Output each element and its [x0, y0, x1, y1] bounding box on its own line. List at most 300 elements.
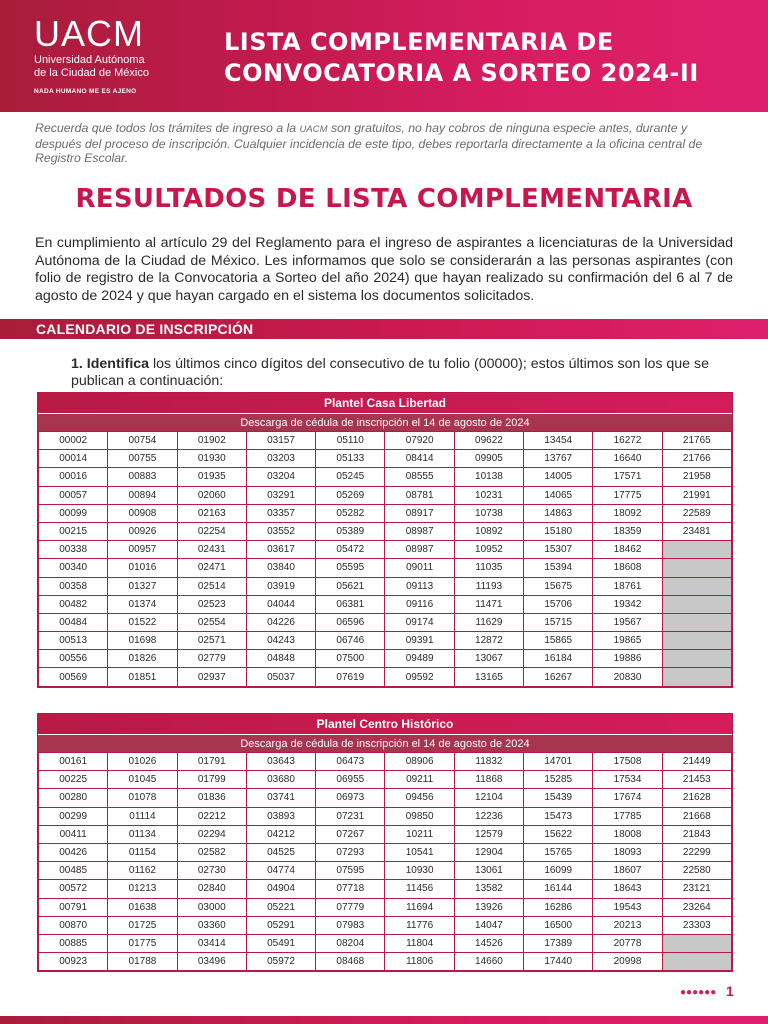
folio-cell: 11694	[385, 898, 454, 916]
folio-cell: 00513	[39, 632, 108, 650]
table-row	[39, 916, 732, 934]
section-heading-calendar: CALENDARIO DE INSCRIPCIÓN	[0, 319, 768, 339]
folio-cell: 01327	[108, 577, 177, 595]
folio-cell: 06596	[316, 613, 385, 631]
folio-cell: 00016	[39, 468, 108, 486]
folio-cell: 06473	[316, 753, 385, 771]
empty-cell	[662, 595, 731, 613]
step-text: los últimos cinco dígitos del consecutivo de tu folio (00000); estos últimos son los que se publican a continuación:	[71, 356, 709, 389]
document-title-line-2: CONVOCATORIA A SORTEO 2024-II	[224, 59, 699, 87]
folio-cell: 01930	[177, 450, 246, 468]
results-title: RESULTADOS DE LISTA COMPLEMENTARIA	[75, 184, 693, 214]
folio-cell: 09905	[454, 450, 523, 468]
folio-cell: 21991	[662, 486, 731, 504]
folio-cell: 16272	[593, 432, 662, 450]
folio-cell: 18607	[593, 862, 662, 880]
folio-cell: 00883	[108, 468, 177, 486]
folio-cell: 08414	[385, 450, 454, 468]
folio-cell: 12904	[454, 843, 523, 861]
folio-cell: 21766	[662, 450, 731, 468]
empty-cell	[662, 577, 731, 595]
folio-cell: 05037	[246, 668, 315, 686]
folio-cell: 04212	[246, 825, 315, 843]
folio-cell: 00057	[39, 486, 108, 504]
folio-cell: 08987	[385, 541, 454, 559]
free-procedures-notice	[35, 121, 733, 165]
folio-cell: 00280	[39, 789, 108, 807]
table-row	[39, 825, 732, 843]
folio-cell: 05291	[246, 916, 315, 934]
folio-cell: 13165	[454, 668, 523, 686]
folio-cell: 18761	[593, 577, 662, 595]
folio-cell: 01154	[108, 843, 177, 861]
folio-cell: 15675	[524, 577, 593, 595]
folio-cell: 18092	[593, 504, 662, 522]
folio-cell: 02523	[177, 595, 246, 613]
empty-cell	[662, 668, 731, 686]
table-row	[39, 577, 732, 595]
folio-cell: 00299	[39, 807, 108, 825]
folio-cell: 23264	[662, 898, 731, 916]
folio-cell: 00411	[39, 825, 108, 843]
folio-cell: 05221	[246, 898, 315, 916]
folio-cell: 14047	[454, 916, 523, 934]
folio-cell: 16267	[524, 668, 593, 686]
folio-table	[38, 431, 732, 687]
folio-cell: 00894	[108, 486, 177, 504]
folio-cell: 01935	[177, 468, 246, 486]
empty-cell	[662, 650, 731, 668]
folio-cell: 01851	[108, 668, 177, 686]
folio-cell: 18608	[593, 559, 662, 577]
folio-cell: 03203	[246, 450, 315, 468]
folio-cell: 18093	[593, 843, 662, 861]
folio-cell: 01826	[108, 650, 177, 668]
folio-cell: 07983	[316, 916, 385, 934]
empty-cell	[662, 613, 731, 631]
plantel-name: Plantel Centro Histórico	[38, 714, 732, 734]
folio-cell: 03157	[246, 432, 315, 450]
folio-cell: 03741	[246, 789, 315, 807]
folio-cell: 05389	[316, 522, 385, 540]
folio-cell: 13926	[454, 898, 523, 916]
folio-cell: 09011	[385, 559, 454, 577]
notice-text-2: son gratuitos, no hay cobros de ninguna especie antes, durante y después del proceso de inscripción. Cualquier incidencia de este tipo, debes reportarla directamente a la oficina central de Registro Escolar.	[35, 121, 703, 165]
folio-cell: 09391	[385, 632, 454, 650]
folio-cell: 01698	[108, 632, 177, 650]
folio-cell: 01902	[177, 432, 246, 450]
folio-cell: 02937	[177, 668, 246, 686]
folio-cell: 00099	[39, 504, 108, 522]
folio-cell: 00754	[108, 432, 177, 450]
folio-cell: 05472	[316, 541, 385, 559]
folio-cell: 01213	[108, 880, 177, 898]
folio-cell: 14660	[454, 953, 523, 971]
folio-cell: 09174	[385, 613, 454, 631]
footer-bar	[0, 1016, 768, 1024]
folio-cell: 05245	[316, 468, 385, 486]
logo-motto: NADA HUMANO ME ES AJENO	[34, 88, 137, 95]
table-row	[39, 880, 732, 898]
folio-cell: 00569	[39, 668, 108, 686]
folio-cell: 20213	[593, 916, 662, 934]
folio-cell: 17785	[593, 807, 662, 825]
folio-cell: 07231	[316, 807, 385, 825]
folio-cell: 01836	[177, 789, 246, 807]
folio-cell: 08204	[316, 934, 385, 952]
folio-cell: 12104	[454, 789, 523, 807]
folio-cell: 02471	[177, 559, 246, 577]
folio-cell: 21668	[662, 807, 731, 825]
folio-cell: 10738	[454, 504, 523, 522]
folio-cell: 11868	[454, 771, 523, 789]
table-row	[39, 486, 732, 504]
folio-cell: 00923	[39, 953, 108, 971]
folio-cell: 01078	[108, 789, 177, 807]
folio-table	[38, 752, 732, 971]
folio-cell: 03000	[177, 898, 246, 916]
folio-cell: 05110	[316, 432, 385, 450]
folio-cell: 01775	[108, 934, 177, 952]
table-row	[39, 541, 732, 559]
table-row	[39, 559, 732, 577]
folio-cell: 17674	[593, 789, 662, 807]
document-title-line-1: LISTA COMPLEMENTARIA DE	[224, 28, 614, 56]
folio-cell: 10952	[454, 541, 523, 559]
folio-cell: 01134	[108, 825, 177, 843]
folio-cell: 07293	[316, 843, 385, 861]
folio-cell: 18643	[593, 880, 662, 898]
document-title	[224, 27, 699, 89]
folio-cell: 02163	[177, 504, 246, 522]
folio-cell: 20778	[593, 934, 662, 952]
table-row	[39, 789, 732, 807]
folio-cell: 01791	[177, 753, 246, 771]
folio-cell: 11629	[454, 613, 523, 631]
intro-paragraph: En cumplimiento al artículo 29 del Reglamento para el ingreso de aspirantes a licenciaturas de la Universidad Autónoma de la Ciudad de México. Les informamos que solo se considerarán a las personas aspirantes (con folio de registro de la Convocatoria a Sorteo del año 2024) que hayan realizado su confirmación del 6 al 7 de agosto de 2024 y que hayan cargado en el sistema los documentos solicitados.	[35, 235, 733, 304]
folio-cell: 04848	[246, 650, 315, 668]
folio-cell: 12872	[454, 632, 523, 650]
folio-cell: 05269	[316, 486, 385, 504]
folio-cell: 00014	[39, 450, 108, 468]
folio-cell: 18359	[593, 522, 662, 540]
folio-cell: 23121	[662, 880, 731, 898]
folio-cell: 04044	[246, 595, 315, 613]
page-dots: ●●●●●●	[680, 987, 717, 998]
folio-cell: 19865	[593, 632, 662, 650]
folio-cell: 15285	[524, 771, 593, 789]
folio-cell: 09116	[385, 595, 454, 613]
folio-cell: 00926	[108, 522, 177, 540]
table-row	[39, 432, 732, 450]
folio-cell: 09456	[385, 789, 454, 807]
folio-cell: 03414	[177, 934, 246, 952]
table-row	[39, 650, 732, 668]
folio-cell: 15865	[524, 632, 593, 650]
folio-cell: 12236	[454, 807, 523, 825]
folio-cell: 02212	[177, 807, 246, 825]
folio-cell: 01026	[108, 753, 177, 771]
folio-cell: 00225	[39, 771, 108, 789]
folio-cell: 00957	[108, 541, 177, 559]
folio-cell: 04243	[246, 632, 315, 650]
folio-cell: 16184	[524, 650, 593, 668]
folio-cell: 02840	[177, 880, 246, 898]
folio-cell: 01114	[108, 807, 177, 825]
folio-cell: 00755	[108, 450, 177, 468]
folio-cell: 11804	[385, 934, 454, 952]
folio-cell: 07267	[316, 825, 385, 843]
folio-cell: 13454	[524, 432, 593, 450]
folio-cell: 18008	[593, 825, 662, 843]
table-row	[39, 862, 732, 880]
folio-cell: 14065	[524, 486, 593, 504]
table-row	[39, 807, 732, 825]
plantel-download-date: Descarga de cédula de inscripción el 14 de agosto de 2024	[38, 734, 732, 752]
folio-cell: 02060	[177, 486, 246, 504]
folio-cell: 11806	[385, 953, 454, 971]
folio-cell: 15180	[524, 522, 593, 540]
folio-cell: 21765	[662, 432, 731, 450]
plantel-download-date: Descarga de cédula de inscripción el 14 de agosto de 2024	[38, 413, 732, 431]
notice-text-1: Recuerda que todos los trámites de ingreso a la	[35, 121, 300, 135]
folio-cell: 07595	[316, 862, 385, 880]
folio-cell: 13582	[454, 880, 523, 898]
step-1	[71, 356, 733, 389]
folio-cell: 03893	[246, 807, 315, 825]
folio-cell: 15765	[524, 843, 593, 861]
folio-cell: 02431	[177, 541, 246, 559]
uacm-logo	[34, 13, 149, 95]
folio-cell: 01522	[108, 613, 177, 631]
folio-cell: 11471	[454, 595, 523, 613]
folio-cell: 15473	[524, 807, 593, 825]
folio-cell: 03360	[177, 916, 246, 934]
folio-cell: 07619	[316, 668, 385, 686]
folio-cell: 16144	[524, 880, 593, 898]
folio-cell: 21628	[662, 789, 731, 807]
folio-cell: 06381	[316, 595, 385, 613]
folio-cell: 22580	[662, 862, 731, 880]
folio-cell: 00870	[39, 916, 108, 934]
folio-cell: 03919	[246, 577, 315, 595]
folio-cell: 20998	[593, 953, 662, 971]
folio-cell: 17440	[524, 953, 593, 971]
logo-line-2: de la Ciudad de México	[34, 67, 149, 79]
folio-cell: 05491	[246, 934, 315, 952]
folio-cell: 00161	[39, 753, 108, 771]
folio-cell: 21958	[662, 468, 731, 486]
folio-cell: 17571	[593, 468, 662, 486]
folio-cell: 00908	[108, 504, 177, 522]
folio-cell: 22589	[662, 504, 731, 522]
folio-cell: 02582	[177, 843, 246, 861]
folio-cell: 01045	[108, 771, 177, 789]
folio-cell: 01788	[108, 953, 177, 971]
folio-cell: 16500	[524, 916, 593, 934]
folio-cell: 08555	[385, 468, 454, 486]
folio-cell: 09622	[454, 432, 523, 450]
header-banner	[0, 0, 768, 112]
folio-cell: 01374	[108, 595, 177, 613]
folio-cell: 07718	[316, 880, 385, 898]
folio-cell: 03840	[246, 559, 315, 577]
folio-cell: 04525	[246, 843, 315, 861]
folio-cell: 19567	[593, 613, 662, 631]
folio-cell: 00002	[39, 432, 108, 450]
folio-cell: 01016	[108, 559, 177, 577]
table-row	[39, 843, 732, 861]
folio-cell: 10930	[385, 862, 454, 880]
folio-cell: 03291	[246, 486, 315, 504]
folio-cell: 00484	[39, 613, 108, 631]
logo-wordmark: UACM	[34, 13, 144, 54]
folio-cell: 10892	[454, 522, 523, 540]
table-row	[39, 771, 732, 789]
folio-cell: 07779	[316, 898, 385, 916]
folio-cell: 10211	[385, 825, 454, 843]
folio-cell: 03496	[177, 953, 246, 971]
folio-cell: 18462	[593, 541, 662, 559]
plantel-casa-libertad-table	[37, 392, 733, 688]
table-row	[39, 450, 732, 468]
folio-cell: 14863	[524, 504, 593, 522]
folio-cell: 04904	[246, 880, 315, 898]
folio-cell: 01799	[177, 771, 246, 789]
table-row	[39, 934, 732, 952]
folio-cell: 13061	[454, 862, 523, 880]
empty-cell	[662, 934, 731, 952]
folio-cell: 22299	[662, 843, 731, 861]
folio-cell: 02730	[177, 862, 246, 880]
folio-cell: 17389	[524, 934, 593, 952]
folio-cell: 03617	[246, 541, 315, 559]
folio-cell: 15715	[524, 613, 593, 631]
folio-cell: 01162	[108, 862, 177, 880]
folio-cell: 15394	[524, 559, 593, 577]
folio-cell: 05595	[316, 559, 385, 577]
folio-cell: 11832	[454, 753, 523, 771]
table-row	[39, 753, 732, 771]
folio-cell: 09211	[385, 771, 454, 789]
folio-cell: 05282	[316, 504, 385, 522]
folio-cell: 11193	[454, 577, 523, 595]
folio-cell: 19886	[593, 650, 662, 668]
folio-cell: 19543	[593, 898, 662, 916]
folio-cell: 02571	[177, 632, 246, 650]
table-row	[39, 953, 732, 971]
folio-cell: 02554	[177, 613, 246, 631]
folio-cell: 00358	[39, 577, 108, 595]
folio-cell: 14701	[524, 753, 593, 771]
folio-cell: 00485	[39, 862, 108, 880]
folio-cell: 02294	[177, 825, 246, 843]
folio-cell: 23481	[662, 522, 731, 540]
table-row	[39, 668, 732, 686]
folio-cell: 06746	[316, 632, 385, 650]
folio-cell: 09113	[385, 577, 454, 595]
folio-cell: 16099	[524, 862, 593, 880]
folio-cell: 01638	[108, 898, 177, 916]
folio-cell: 13067	[454, 650, 523, 668]
folio-cell: 08468	[316, 953, 385, 971]
folio-cell: 11776	[385, 916, 454, 934]
folio-cell: 02779	[177, 650, 246, 668]
folio-cell: 19342	[593, 595, 662, 613]
folio-cell: 08781	[385, 486, 454, 504]
folio-cell: 02514	[177, 577, 246, 595]
folio-cell: 07500	[316, 650, 385, 668]
plantel-name: Plantel Casa Libertad	[38, 393, 732, 413]
empty-cell	[662, 953, 731, 971]
folio-cell: 13767	[524, 450, 593, 468]
folio-cell: 16286	[524, 898, 593, 916]
folio-cell: 15622	[524, 825, 593, 843]
page-number: 1	[726, 983, 734, 999]
table-row	[39, 632, 732, 650]
folio-cell: 14005	[524, 468, 593, 486]
folio-cell: 02254	[177, 522, 246, 540]
folio-cell: 15307	[524, 541, 593, 559]
folio-cell: 11456	[385, 880, 454, 898]
table-row	[39, 613, 732, 631]
folio-cell: 21843	[662, 825, 731, 843]
folio-cell: 08906	[385, 753, 454, 771]
folio-cell: 10541	[385, 843, 454, 861]
folio-cell: 15439	[524, 789, 593, 807]
folio-cell: 01725	[108, 916, 177, 934]
logo-line-1: Universidad Autónoma	[34, 54, 145, 66]
folio-cell: 03357	[246, 504, 315, 522]
folio-cell: 00791	[39, 898, 108, 916]
folio-cell: 00885	[39, 934, 108, 952]
folio-cell: 00556	[39, 650, 108, 668]
table-row	[39, 468, 732, 486]
folio-cell: 08987	[385, 522, 454, 540]
folio-cell: 08917	[385, 504, 454, 522]
table-row	[39, 522, 732, 540]
folio-cell: 00340	[39, 559, 108, 577]
folio-cell: 11035	[454, 559, 523, 577]
folio-cell: 06973	[316, 789, 385, 807]
table-row	[39, 595, 732, 613]
folio-cell: 09592	[385, 668, 454, 686]
folio-cell: 16640	[593, 450, 662, 468]
folio-cell: 04774	[246, 862, 315, 880]
folio-cell: 05621	[316, 577, 385, 595]
table-row	[39, 898, 732, 916]
folio-cell: 04226	[246, 613, 315, 631]
folio-cell: 00338	[39, 541, 108, 559]
folio-cell: 12579	[454, 825, 523, 843]
folio-cell: 07920	[385, 432, 454, 450]
folio-cell: 21449	[662, 753, 731, 771]
folio-cell: 15706	[524, 595, 593, 613]
step-number: 1.	[71, 356, 83, 372]
notice-acronym: UACM	[299, 124, 328, 135]
folio-cell: 20830	[593, 668, 662, 686]
folio-cell: 17775	[593, 486, 662, 504]
folio-cell: 09850	[385, 807, 454, 825]
plantel-centro-historico-table	[37, 713, 733, 972]
step-keyword: Identifica	[86, 356, 150, 372]
folio-cell: 23303	[662, 916, 731, 934]
empty-cell	[662, 559, 731, 577]
folio-cell: 21453	[662, 771, 731, 789]
folio-cell: 05133	[316, 450, 385, 468]
folio-cell: 03680	[246, 771, 315, 789]
folio-cell: 06955	[316, 771, 385, 789]
